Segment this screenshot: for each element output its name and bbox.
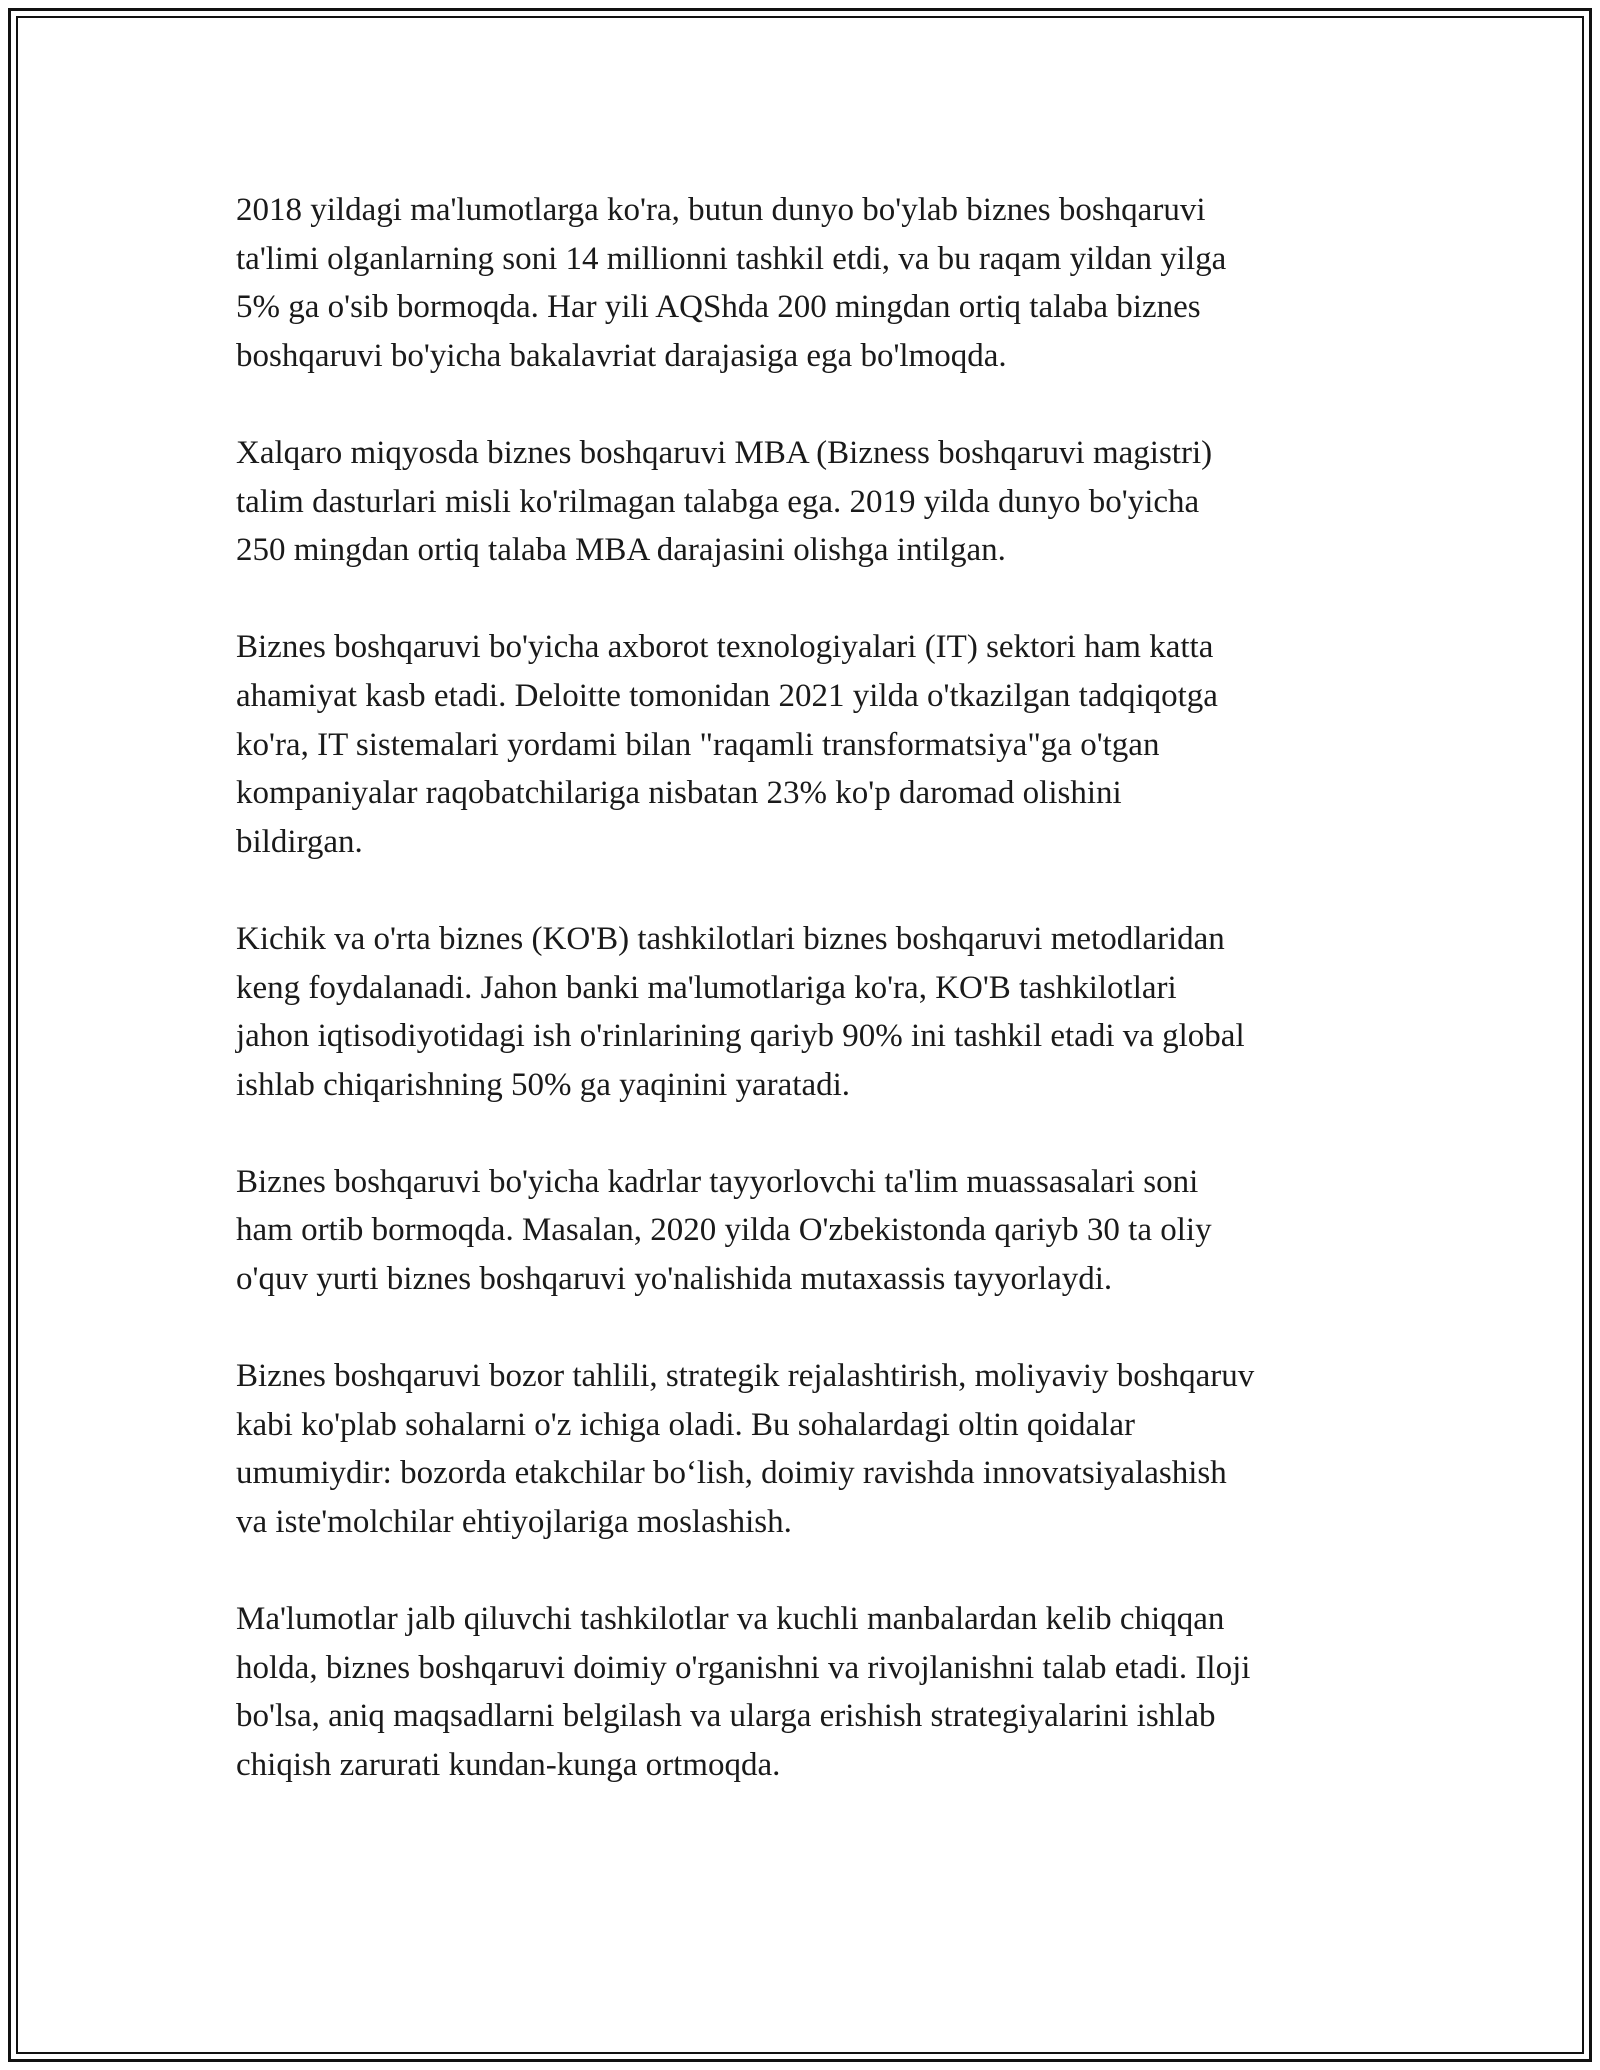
paragraph-6 — [236, 1352, 1376, 1546]
paragraph-line: kompaniyalar raqobatchilariga nisbatan 23% ko'p daromad olishini — [236, 775, 1122, 812]
paragraph-line: kabi ko'plab sohalarni o'z ichiga oladi. Bu sohalardagi oltin qoidalar — [236, 1406, 1135, 1443]
paragraph-line: o'quv yurti biznes boshqaruvi yo'nalishida mutaxassis tayyorlaydi. — [236, 1261, 1113, 1298]
paragraph-line: holda, biznes boshqaruvi doimiy o'rganishni va rivojlanishni talab etadi. Iloji — [236, 1649, 1251, 1686]
paragraph-line: 5% ga o'sib bormoqda. Har yili AQShda 200 mingdan ortiq talaba biznes — [236, 289, 1201, 326]
paragraph-line: 2018 yildagi ma'lumotlarga ko'ra, butun dunyo bo'ylab biznes boshqaruvi — [236, 192, 1206, 228]
paragraph-5 — [236, 1158, 1376, 1304]
paragraph-7 — [236, 1595, 1376, 1789]
paragraph-line: bildirgan. — [236, 823, 363, 860]
paragraph-line: keng foydalanadi. Jahon banki ma'lumotlariga ko'ra, KO'B tashkilotlari — [236, 969, 1177, 1006]
paragraph-line: 250 mingdan ortiq talaba MBA darajasini olishga intilgan. — [236, 532, 1006, 569]
paragraph-line: bo'lsa, aniq maqsadlarni belgilash va ularga erishish strategiyalarini ishlab — [236, 1698, 1216, 1735]
paragraph-line: talim dasturlari misli ko'rilmagan talabga ega. 2019 yilda dunyo bo'yicha — [236, 483, 1200, 520]
paragraph-4 — [236, 915, 1376, 1109]
paragraph-line: ta'limi olganlarning soni 14 millionni tashkil etdi, va bu raqam yildan yilga — [236, 240, 1227, 277]
paragraph-line: Biznes boshqaruvi bo'yicha axborot texnologiyalari (IT) sektori ham katta — [236, 629, 1214, 666]
paragraph-line: jahon iqtisodiyotidagi ish o'rinlarining qariyb 90% ini tashkil etadi va global — [236, 1018, 1245, 1055]
paragraph-line: ham ortib bormoqda. Masalan, 2020 yilda O'zbekistonda qariyb 30 ta oliy — [236, 1212, 1212, 1249]
paragraph-line: boshqaruvi bo'yicha bakalavriat darajasiga ega bo'lmoqda. — [236, 337, 1007, 374]
paragraph-line: va iste'molchilar ehtiyojlariga moslashish. — [236, 1504, 792, 1541]
document-body — [236, 186, 1376, 1838]
paragraph-line: chiqish zarurati kundan-kunga ortmoqda. — [236, 1747, 781, 1783]
paragraph-line: umumiydir: bozorda etakchilar bo‘lish, doimiy ravishda innovatsiyalashish — [236, 1455, 1227, 1492]
paragraph-line: ahamiyat kasb etadi. Deloitte tomonidan 2021 yilda o'tkazilgan tadqiqotga — [236, 677, 1218, 714]
paragraph-3 — [236, 623, 1376, 866]
paragraph-line: Xalqaro miqyosda biznes boshqaruvi MBA (Bizness boshqaruvi magistri) — [236, 434, 1213, 471]
paragraph-line: Kichik va o'rta biznes (KO'B) tashkilotlari biznes boshqaruvi metodlaridan — [236, 920, 1225, 957]
paragraph-line: Biznes boshqaruvi bozor tahlili, strategik rejalashtirish, moliyaviy boshqaruv — [236, 1358, 1255, 1395]
paragraph-line: ishlab chiqarishning 50% ga yaqinini yaratadi. — [236, 1066, 851, 1103]
paragraph-line: Biznes boshqaruvi bo'yicha kadrlar tayyorlovchi ta'lim muassasalari soni — [236, 1163, 1199, 1200]
paragraph-2 — [236, 429, 1376, 575]
paragraph-line: ko'ra, IT sistemalari yordami bilan "raqamli transformatsiya"ga o'tgan — [236, 726, 1160, 763]
paragraph-1 — [236, 186, 1376, 380]
paragraph-line: Ma'lumotlar jalb qiluvchi tashkilotlar va kuchli manbalardan kelib chiqqan — [236, 1601, 1225, 1638]
